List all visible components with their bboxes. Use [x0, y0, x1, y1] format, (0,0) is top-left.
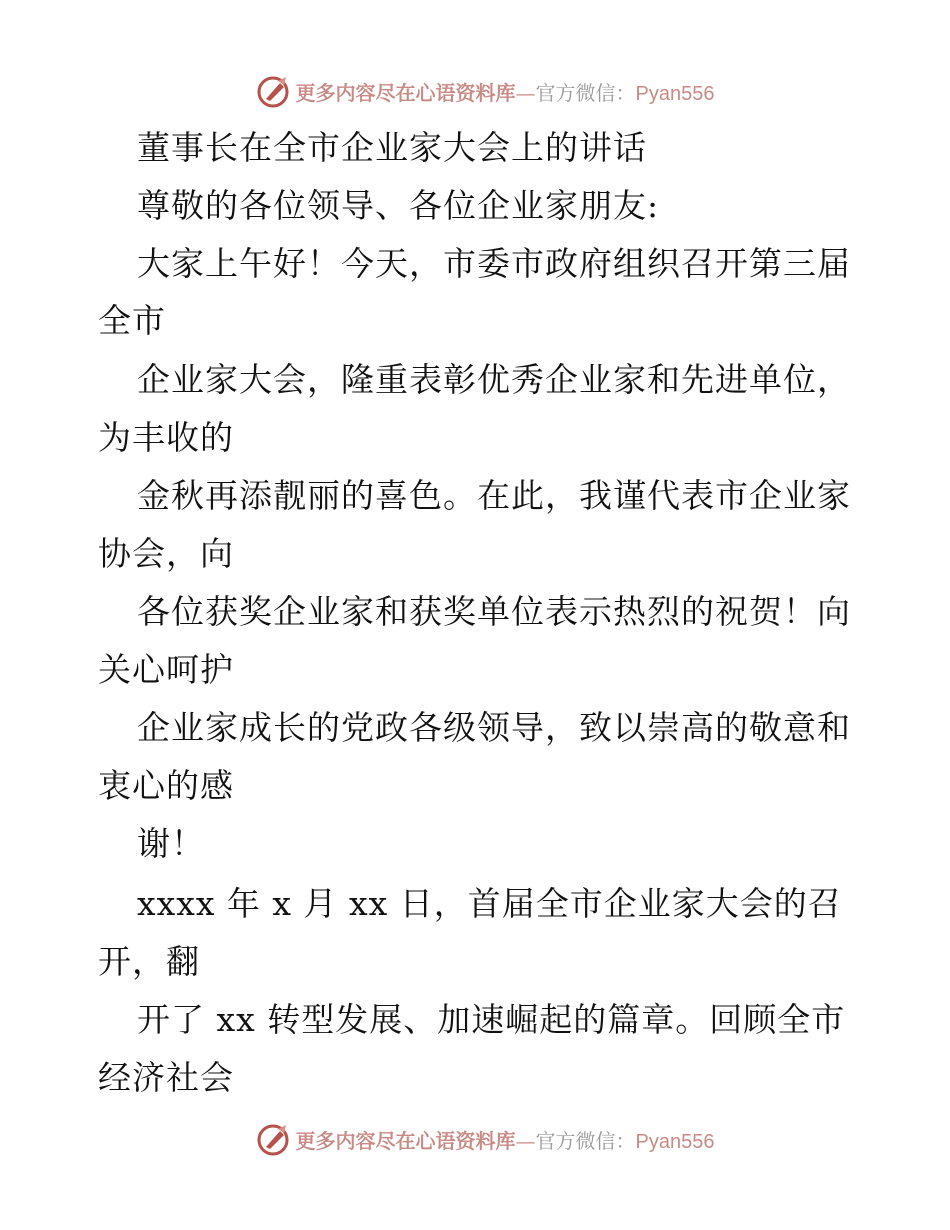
text-line: 谢！: [137, 824, 205, 863]
banner-wechat-id: Pyan556: [635, 82, 715, 105]
banner-title: 更多内容尽在心语资料库: [295, 1128, 516, 1153]
banner-title: 更多内容尽在心语资料库: [295, 80, 516, 105]
text-line: 尊敬的各位领导、各位企业家朋友:: [137, 186, 660, 225]
text-line: 为丰收的: [98, 418, 234, 457]
banner-wechat-label: 官方微信：: [535, 80, 636, 105]
text-line: 各位获奖企业家和获奖单位表示热烈的祝贺！向: [137, 592, 851, 631]
text-line: 全市: [98, 301, 166, 340]
text-line: 大家上午好！今天，市委市政府组织召开第三届: [137, 244, 851, 283]
text-line: xxxx 年 x 月 xx 日，首届全市企业家大会的召: [137, 884, 842, 923]
text-line: 开了 xx 转型发展、加速崛起的篇章。回顾全市: [137, 1000, 846, 1039]
footer-banner: [0, 1116, 950, 1162]
text-line: 金秋再添靓丽的喜色。在此，我谨代表市企业家: [137, 476, 851, 515]
text-line: 关心呵护: [98, 650, 234, 689]
text-line: 企业家大会，隆重表彰优秀企业家和先进单位，: [137, 360, 851, 399]
banner-dash: —: [515, 80, 536, 105]
text-line: 协会，向: [98, 534, 234, 573]
pen-logo-icon: [256, 1121, 292, 1157]
document-title: 董事长在全市企业家大会上的讲话: [137, 128, 647, 167]
text-line: 衷心的感: [98, 766, 234, 805]
text-line: 开，翻: [98, 942, 200, 981]
text-line: 企业家成长的党政各级领导，致以崇高的敬意和: [137, 708, 851, 747]
banner-wechat-id: Pyan556: [635, 1130, 715, 1153]
banner-dash: —: [515, 1128, 536, 1153]
text-line: 经济社会: [98, 1058, 234, 1097]
banner-wechat-label: 官方微信：: [535, 1128, 636, 1153]
